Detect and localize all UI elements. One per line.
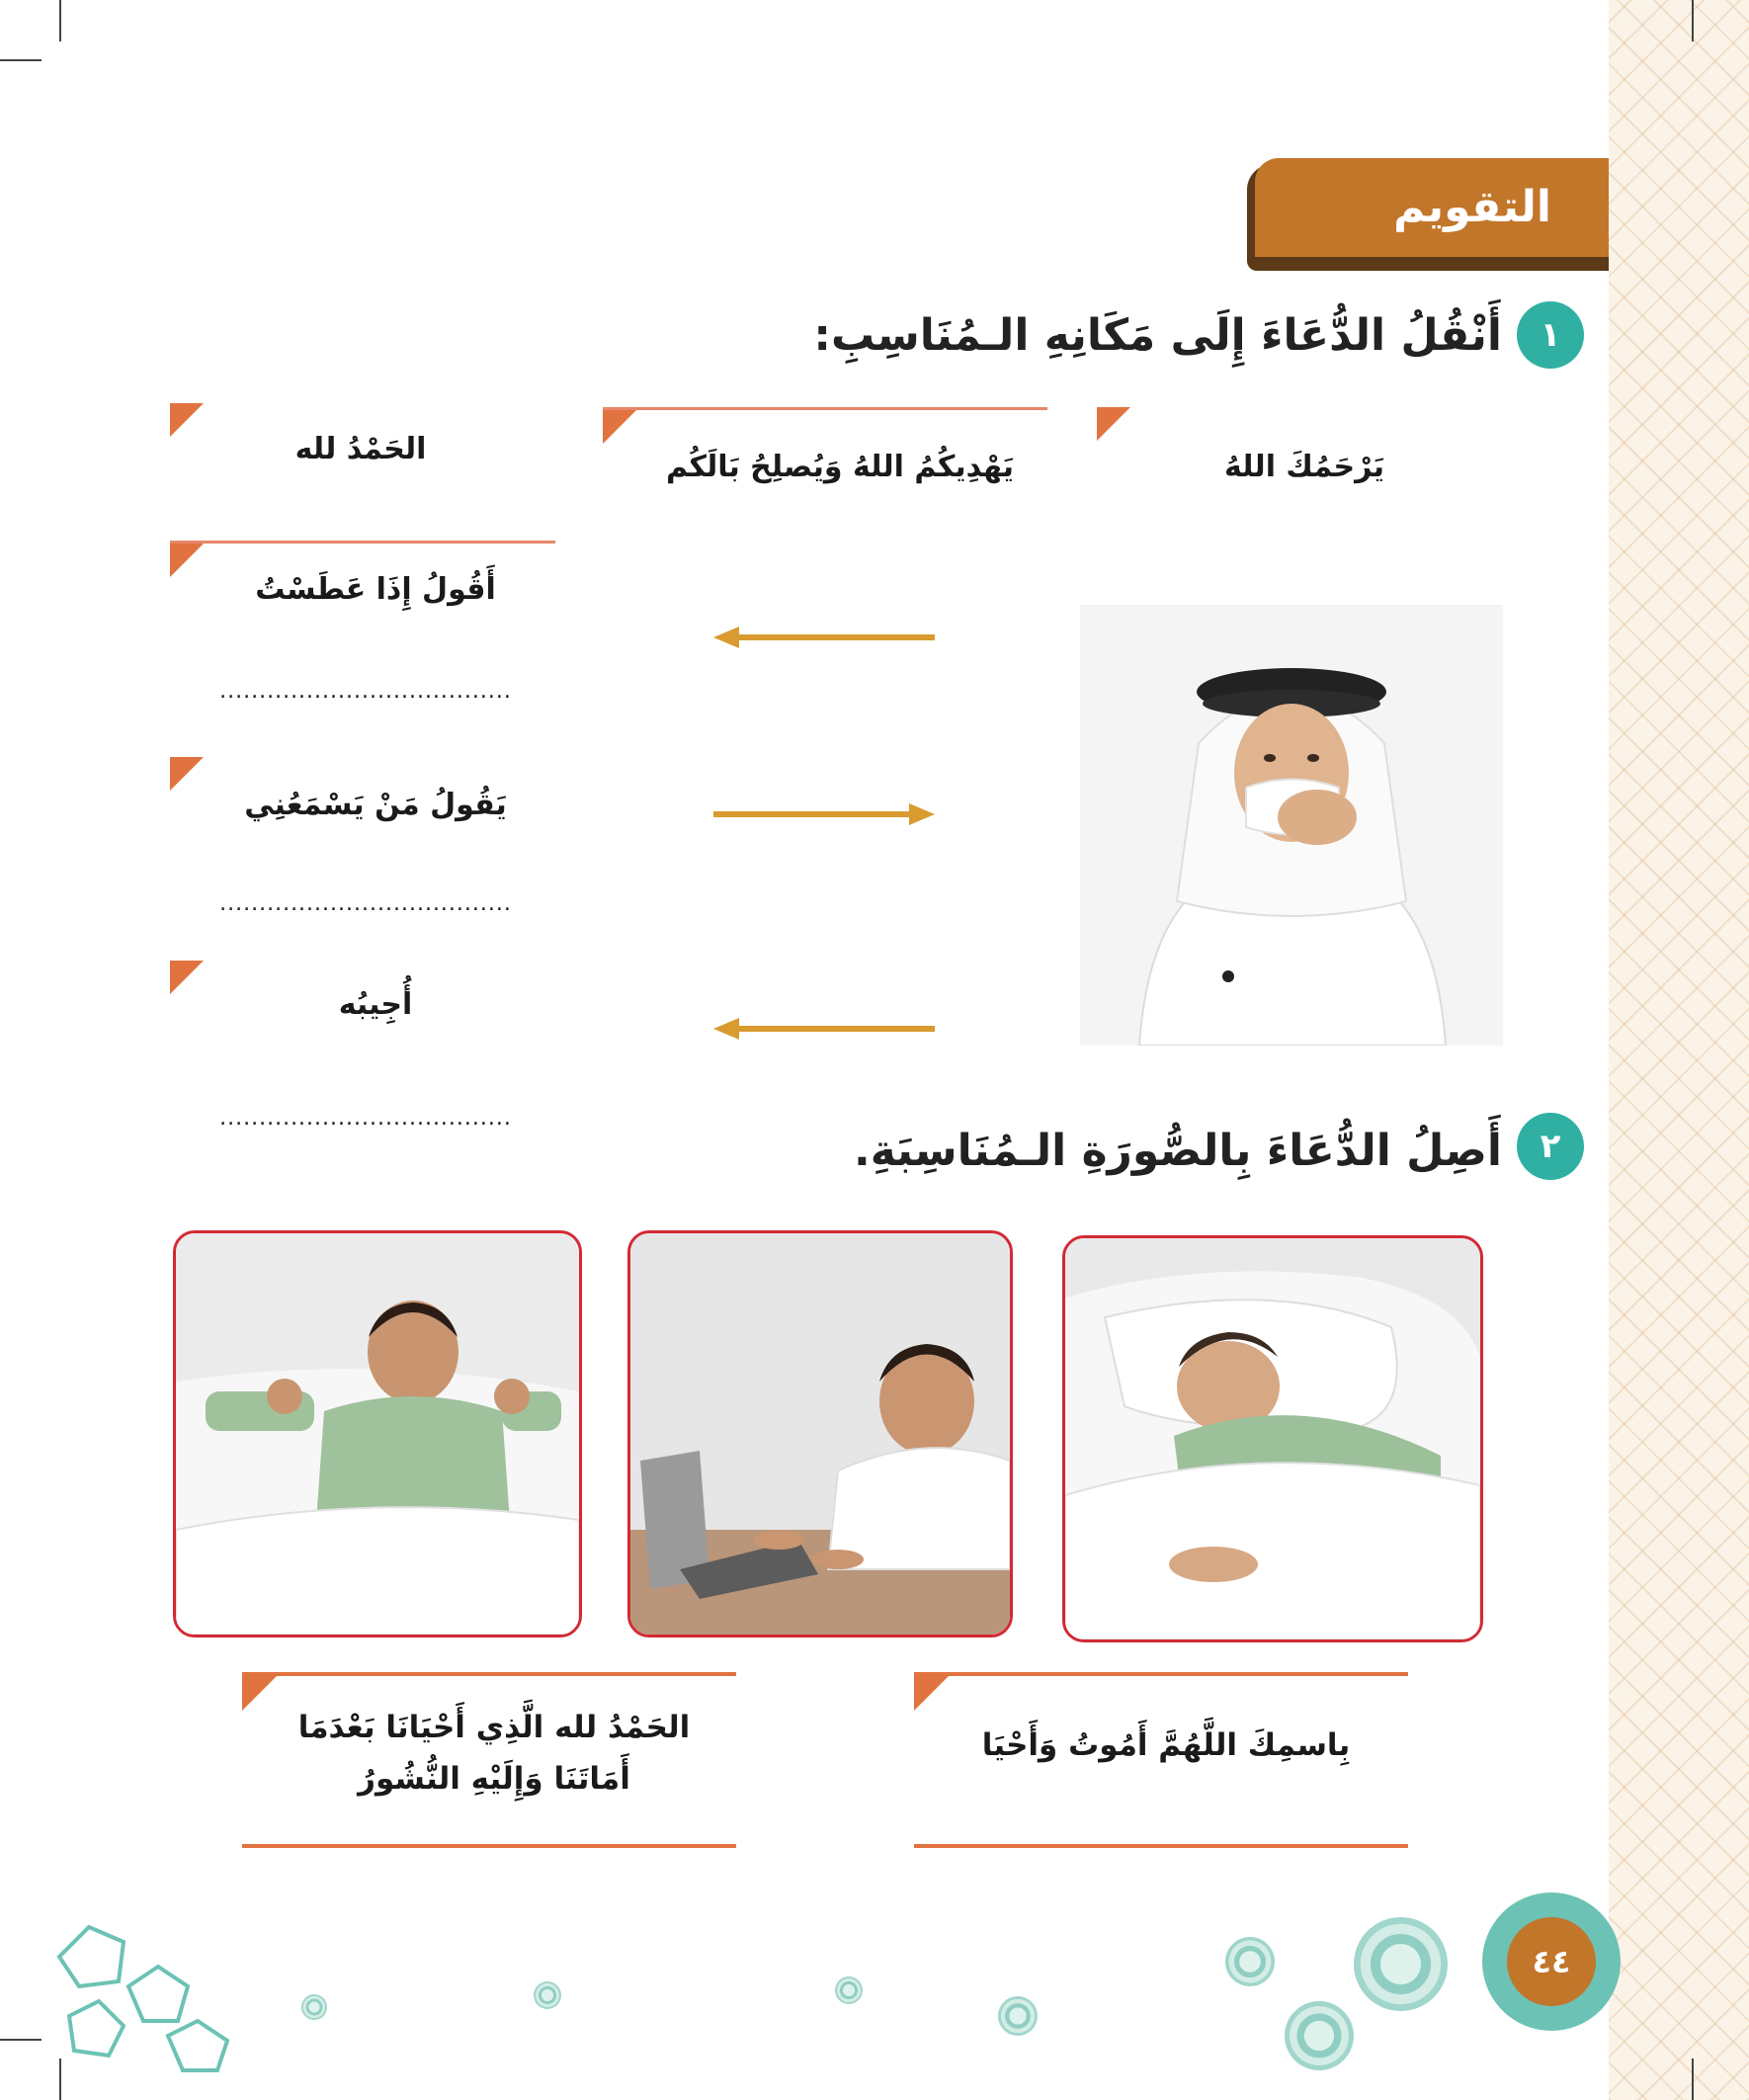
- decorative-rosette: [301, 1994, 327, 2020]
- option-line: [603, 407, 1047, 410]
- decorative-rosette: [1225, 1937, 1275, 1986]
- dua-corner: [242, 1675, 278, 1711]
- geometric-pattern-icon: [49, 1897, 247, 2085]
- decorative-rosette: [1285, 2001, 1354, 2070]
- option-corner: [1097, 407, 1130, 441]
- section-title: التقويم: [1393, 182, 1551, 232]
- decorative-rosette: [1354, 1917, 1448, 2011]
- photo-sneezing-boy: [1080, 605, 1503, 1046]
- arrow-shaft: [739, 1026, 935, 1032]
- decorative-rosette: [534, 1981, 561, 2009]
- option-corner: [603, 410, 636, 444]
- crop-mark: [0, 2039, 42, 2041]
- answer-blank-2[interactable]: .....................................: [219, 894, 512, 914]
- dua-line-top: [242, 1672, 736, 1676]
- crop-mark: [0, 59, 42, 61]
- sneezing-boy-illustration: [1080, 605, 1503, 1046]
- dua-sleep[interactable]: بِاسمِكَ اللَّهُمَّ أَمُوتُ وَأَحْيَا: [981, 1727, 1351, 1763]
- arrow-shaft: [739, 634, 935, 640]
- decorative-rosette: [998, 1996, 1038, 2036]
- boy-laptop-illustration: [630, 1233, 1010, 1635]
- waking-boy-illustration: [176, 1233, 579, 1635]
- decorative-side-strip: [1609, 0, 1749, 2100]
- prompt-sneezing: أَقُولُ إِذَا عَطَسْتُ: [255, 572, 496, 607]
- option-yarhamuk[interactable]: يَرْحَمُكَ اللهُ: [1223, 450, 1385, 484]
- dua-corner: [914, 1675, 950, 1711]
- arrow-left-icon: [713, 1018, 739, 1040]
- question-number-1: ١: [1517, 301, 1584, 369]
- answer-blank-3[interactable]: .....................................: [219, 1109, 512, 1129]
- dua-line-top: [914, 1672, 1408, 1676]
- crop-mark: [1692, 0, 1694, 42]
- option-line: [1097, 403, 1215, 406]
- answer-blank-1[interactable]: .....................................: [219, 682, 512, 702]
- dua-line-bottom: [914, 1844, 1408, 1848]
- question-1-instruction: أَنْقُلُ الدُّعَاءَ إِلَى مَكَانِهِ الـمُنَاسِبِ:: [813, 310, 1502, 361]
- decorative-rosette: [835, 1976, 863, 2004]
- arrow-right-icon: [909, 803, 935, 825]
- prompt-hearer: يَقُولُ مَنْ يَسْمَعُنِي: [244, 788, 507, 822]
- photo-sleeping-boy[interactable]: [1062, 1235, 1483, 1642]
- photo-waking-boy[interactable]: [173, 1230, 582, 1638]
- photo-boy-laptop[interactable]: [627, 1230, 1013, 1638]
- arrow-left-icon: [713, 627, 739, 648]
- option-alhamdulillah[interactable]: الحَمْدُ لله: [294, 432, 427, 466]
- prompt-reply: أُجِيبُه: [338, 987, 413, 1022]
- crop-mark: [59, 0, 61, 42]
- dua-line-bottom: [242, 1844, 736, 1848]
- option-yahdikum[interactable]: يَهْدِيكُمُ اللهُ وَيُصلِحُ بَالَكُم: [665, 450, 1015, 484]
- question-2-instruction: أَصِلُ الدُّعَاءَ بِالصُّورَةِ الـمُنَاسِبَةِ.: [854, 1126, 1502, 1176]
- sleeping-boy-illustration: [1065, 1238, 1480, 1639]
- arrow-shaft: [713, 811, 911, 817]
- prompt-line: [170, 541, 555, 544]
- crop-mark: [1692, 2058, 1694, 2100]
- dua-waking[interactable]: الحَمْدُ لله الَّذِي أَحْيَانَا بَعْدَمَا أَمَاتَنَا وَإِلَيْهِ النُّشُورُ: [297, 1710, 691, 1797]
- question-number-2: ٢: [1517, 1113, 1584, 1180]
- page-number: ٤٤: [1507, 1917, 1596, 2006]
